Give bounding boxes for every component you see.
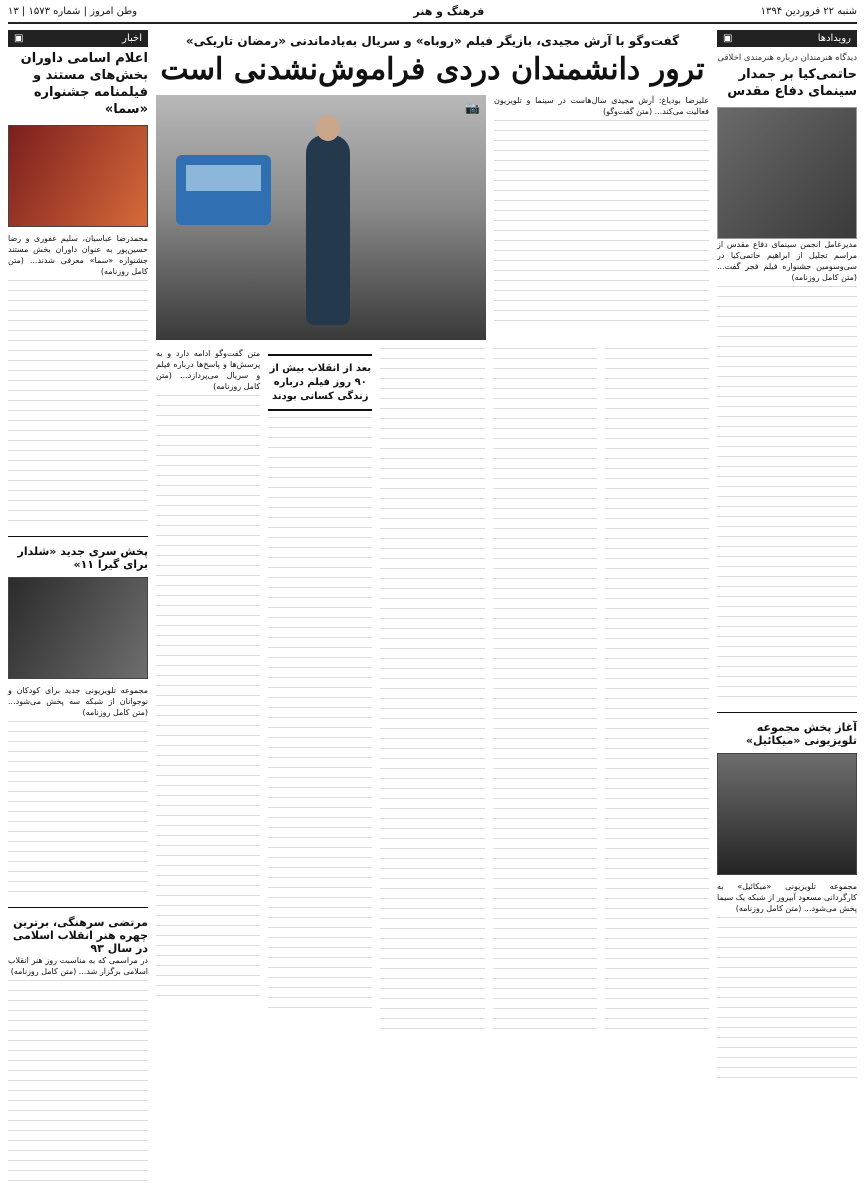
body-col-3 (380, 348, 484, 1038)
body-col-5-lines (156, 395, 260, 1005)
masthead-section: فرهنگ و هنر (413, 4, 485, 18)
main-supertitle: گفت‌وگو با آرش مجیدی، بازیگر فیلم «روباه» و سریال به‌یادماندنی «رمضان تاریکی» (185, 34, 680, 48)
section-marker-icon: ▣ (14, 33, 24, 44)
right-article-2 (717, 881, 857, 1087)
pull-quote: بعد از انقلاب بیش از ۹۰ روز فیلم درباره زندگی کسانی بودند (268, 354, 372, 411)
left-headline: اعلام اسامی داوران بخش‌های مستند و فیلمنامه جشنواره «سما» (20, 51, 148, 117)
main-column (156, 30, 709, 1190)
left-article (8, 233, 148, 530)
body-col-4 (268, 348, 372, 1038)
right-article-lines (717, 286, 857, 706)
camera-icon: 📷 (465, 101, 480, 115)
person-shape (306, 135, 350, 325)
left-article-2-lines (8, 721, 148, 901)
body-col-5 (156, 348, 260, 1038)
intro-lines (494, 120, 709, 330)
left-article-lines (8, 280, 148, 530)
section-marker-icon: ▣ (723, 33, 733, 44)
right-article-text: مدیرعامل انجمن سینمای دفاع مقدس از مراسم تجلیل از ابراهیم حاتمی‌کیا در سی‌وسومین جشنواره فیلم فجر گفت... (متن کامل روزنامه) (717, 239, 857, 282)
body-col-2 (493, 348, 597, 1038)
left-headline-3: مرتضی سرهنگی، برترین چهره هنر انقلاب اسلامی در سال ۹۳ (12, 915, 148, 955)
masthead-date: شنبه ۲۲ فروردین ۱۳۹۴ (760, 5, 857, 17)
body-col-1 (605, 348, 709, 1038)
bus-shape (176, 155, 271, 225)
left-divider-2 (8, 907, 148, 908)
masthead-issue: وطن امروز | شماره ۱۵۷۳ | ۱۳ (8, 5, 138, 17)
left-section-title: اخبار (122, 33, 142, 44)
left-column (8, 30, 148, 1190)
right-series-photo (717, 753, 857, 875)
main-body-grid (156, 348, 709, 1038)
body-col-3-lines (380, 348, 484, 1038)
body-col-1-lines (605, 348, 709, 1038)
right-kicker: دیدگاه هنرمندان درباره هنرمندی اخلاقی (717, 53, 857, 63)
hero-photo (156, 95, 486, 340)
portrait-photo (717, 107, 857, 239)
left-article-3-text: در مراسمی که به مناسبت روز هنر انقلاب اسلامی برگزار شد... (متن کامل روزنامه) (8, 955, 148, 976)
body-col-4-lines (268, 417, 372, 1017)
left-section-box (8, 30, 148, 47)
intro-text-block (494, 95, 709, 340)
masthead (8, 0, 857, 24)
left-article-3 (8, 955, 148, 1190)
right-section-box (717, 30, 857, 47)
left-article-text: محمدرضا عباسیان، سلیم غفوری و رضا حسین‌پور به عنوان داوران بخش مستند جشنواره «سما» معرفی شدند... (متن کامل روزنامه) (8, 233, 148, 276)
festival-poster (8, 125, 148, 227)
left-article-2 (8, 685, 148, 901)
right-article-2-lines (717, 917, 857, 1087)
columns (8, 30, 857, 1190)
hero-row (156, 95, 709, 340)
right-divider (717, 712, 857, 713)
body-col-2-lines (493, 348, 597, 1038)
right-article (717, 239, 857, 706)
body-text: متن گفت‌وگو ادامه دارد و به پرسش‌ها و پاسخ‌ها درباره فیلم و سریال می‌پردازد... (متن کامل روزنامه) (156, 349, 261, 392)
left-headline-2: پخش سری جدید «شلدار برای گیرا ۱۱» (17, 544, 148, 571)
right-article-2-text: مجموعه تلویزیونی «میکائیل» به کارگردانی مسعود آبپرور از شبکه یک سیما پخش می‌شود... (متن کامل روزنامه) (717, 881, 857, 913)
intro-text: علیرضا بودیاغ: آرش مجیدی سال‌هاست در سینما و تلویزیون فعالیت می‌کند... (متن گفت‌وگو) (494, 96, 709, 117)
series-poster (8, 577, 148, 679)
right-section-title: رویدادها (817, 33, 851, 44)
left-divider-1 (8, 536, 148, 537)
right-headline: حاتمی‌کیا بر جمدار سینمای دفاع مقدس (727, 67, 857, 99)
right-subhead: آغاز پخش مجموعه تلویزیونی «میکائیل» (745, 720, 857, 747)
main-title: ترور دانشمندان دردی فراموش‌نشدنی است (160, 52, 705, 87)
left-article-3-lines (8, 980, 148, 1190)
right-column (717, 30, 857, 1190)
left-article-2-text: مجموعه تلویزیونی جدید برای کودکان و نوجوانان از شبکه سه پخش می‌شود... (متن کامل روزنامه) (8, 685, 148, 717)
